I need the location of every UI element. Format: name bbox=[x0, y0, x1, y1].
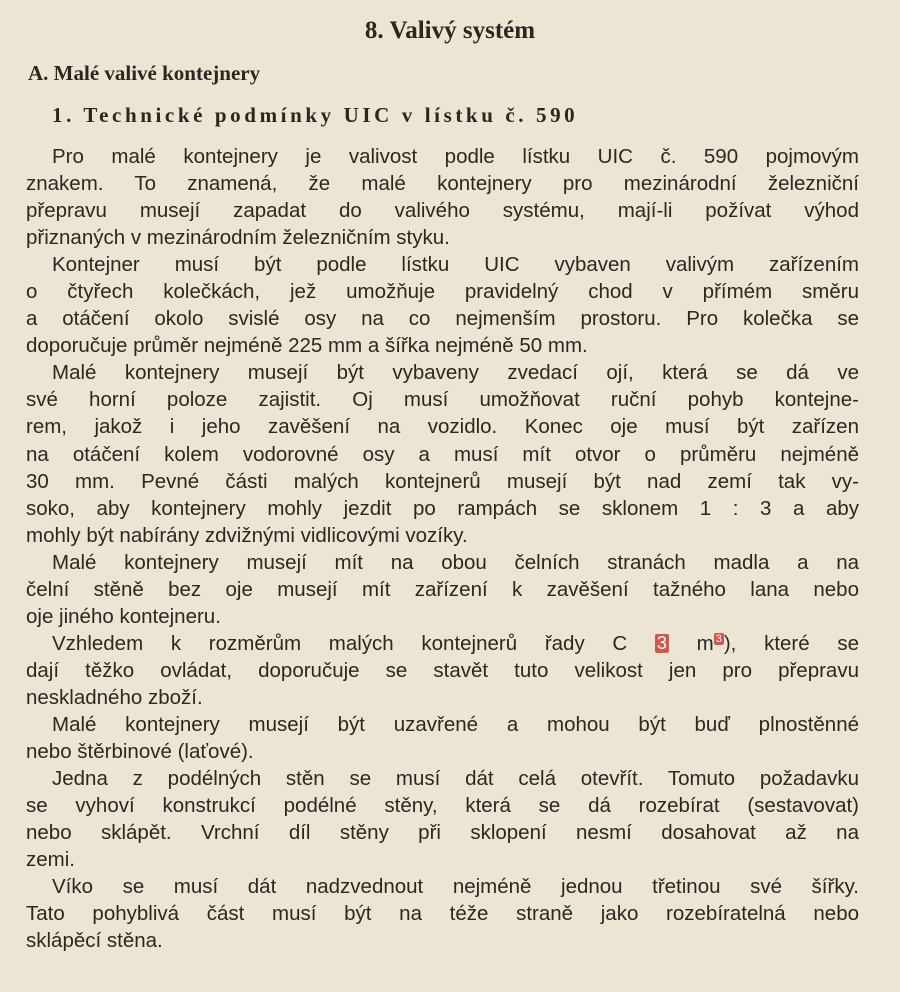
text-line: neskladného zboží. bbox=[26, 685, 203, 709]
text-line: dají těžko ovládat, doporučuje se stavět tuto velikost jen pro přepravu bbox=[26, 658, 859, 682]
text-line: Malé kontejnery musejí mít na obou čelních stranách madla a na bbox=[52, 550, 859, 574]
text-line: oje jiného kontejneru. bbox=[26, 604, 221, 628]
text-line: mohly být nabírány zdvižnými vidlicovými vozíky. bbox=[26, 523, 468, 547]
text-fragment: Vzhledem k rozměrům malých kontejnerů řady C bbox=[52, 631, 628, 655]
text-line: se vyhoví konstrukcí podélné stěny, která se dá rozebírat (sestavovat) bbox=[26, 794, 859, 818]
text-line bbox=[52, 630, 859, 657]
text-line: 30 mm. Pevné části malých kontejnerů musejí být nad zemí tak vy- bbox=[26, 469, 859, 493]
text-line: Víko se musí dát nadzvednout nejméně jednou třetinou své šířky. bbox=[52, 875, 859, 899]
body-text bbox=[0, 143, 900, 954]
superscript-highlight: 3 bbox=[715, 632, 722, 645]
paragraph bbox=[0, 630, 900, 711]
text-line: sklápěcí stěna. bbox=[26, 929, 163, 953]
subsection-title: 1. Technické podmínky UIC v lístku č. 590 bbox=[52, 103, 579, 127]
text-line: nebo sklápět. Vrchní díl stěny při sklopení nesmí dosahovat až na bbox=[26, 821, 859, 845]
text-line: Kontejner musí být podle lístku UIC vybaven valivým zařízením bbox=[52, 253, 859, 277]
paragraph bbox=[0, 143, 900, 251]
text-line: doporučuje průměr nejméně 225 mm a šířka nejméně 50 mm. bbox=[26, 334, 588, 358]
text-line: nebo štěrbinové (laťové). bbox=[26, 740, 254, 764]
text-line: soko, aby kontejnery mohly jezdit po rampách se sklonem 1 : 3 a aby bbox=[26, 496, 859, 520]
text-line: čelní stěně bez oje musejí mít zařízení k zavěšení tažného lana nebo bbox=[26, 577, 859, 601]
text-fragment: ), které se bbox=[723, 631, 859, 655]
text-line: Tato pohyblivá část musí být na téže straně jako rozebíratelná nebo bbox=[26, 902, 859, 926]
chapter-title: 8. Valivý systém bbox=[364, 17, 536, 44]
paragraph bbox=[0, 251, 900, 359]
text-line: o čtyřech kolečkách, jež umožňuje pravidelný chod v přímém směru bbox=[26, 280, 859, 304]
text-line: znakem. To znamená, že malé kontejnery pro mezinárodní železniční bbox=[26, 172, 859, 196]
paragraph bbox=[0, 549, 900, 630]
paragraph bbox=[0, 765, 900, 873]
section-title: A. Malé valivé kontejnery bbox=[28, 61, 261, 85]
text-line: zemi. bbox=[26, 848, 75, 872]
paragraph bbox=[0, 359, 900, 548]
text-line: své horní poloze zajistit. Oj musí umožňovat ruční pohyb kontejne- bbox=[26, 388, 859, 412]
text-line: přepravu musejí zapadat do valivého systému, mají-li požívat výhod bbox=[26, 199, 859, 223]
text-line: přiznaných v mezinárodním železničním styku. bbox=[26, 226, 450, 250]
paragraph bbox=[0, 711, 900, 765]
unit-text: m bbox=[696, 631, 714, 655]
text-line: Jedna z podélných stěn se musí dát celá otevřít. Tomuto požadavku bbox=[52, 767, 859, 791]
highlighted-digit: 3 bbox=[656, 632, 667, 653]
text-line: Pro malé kontejnery je valivost podle lístku UIC č. 590 pojmovým bbox=[52, 145, 859, 168]
text-line: na otáčení kolem vodorovné osy a musí mít otvor o průměru nejméně bbox=[26, 442, 859, 466]
text-line: Malé kontejnery musejí být uzavřené a mohou být buď plnostěnné bbox=[52, 712, 859, 736]
text-line: a otáčení okolo svislé osy na co nejmenším prostoru. Pro kolečka se bbox=[26, 307, 859, 331]
text-line: rem, jakož i jeho zavěšení na vozidlo. Konec oje musí být zařízen bbox=[26, 415, 859, 439]
text-line: Malé kontejnery musejí být vybaveny zvedací ojí, která se dá ve bbox=[52, 361, 859, 385]
paragraph bbox=[0, 873, 900, 954]
